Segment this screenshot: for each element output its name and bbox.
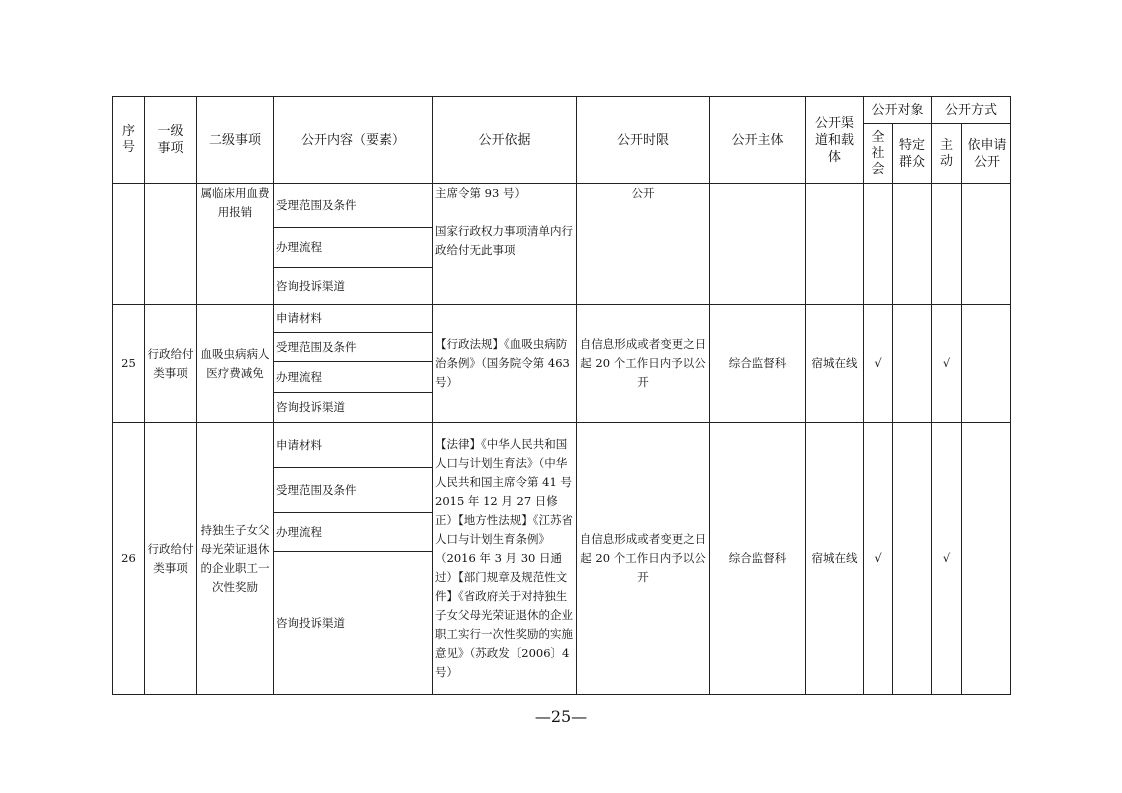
header-method-active: 主动 <box>932 124 962 184</box>
header-target: 公开对象 <box>864 97 932 124</box>
prev-all <box>864 184 893 305</box>
header-channel: 公开渠道和载体 <box>806 97 864 184</box>
prev-item: 受理范围及条件 <box>274 184 433 228</box>
prev-seq <box>113 184 145 305</box>
row26-item: 受理范围及条件 <box>274 468 433 513</box>
prev-level1 <box>145 184 197 305</box>
header-target-specific: 特定群众 <box>893 124 932 184</box>
prev-row <box>113 184 1011 228</box>
header-method: 公开方式 <box>932 97 1011 124</box>
row26-item: 申请材料 <box>274 423 433 468</box>
row25-channel: 宿城在线 <box>806 305 864 423</box>
row25-seq: 25 <box>113 305 145 423</box>
row25-basis: 【行政法规】《血吸虫病防治条例》（国务院令第 463 号） <box>433 305 577 423</box>
row26-channel: 宿城在线 <box>806 423 864 695</box>
prev-subject <box>710 184 806 305</box>
row25-item: 申请材料 <box>274 305 433 333</box>
header-target-all: 全社会 <box>864 124 893 184</box>
prev-active <box>932 184 962 305</box>
row25-level2: 血吸虫病病人医疗费减免 <box>197 305 274 423</box>
header-time-limit: 公开时限 <box>577 97 710 184</box>
disclosure-table <box>112 96 1011 695</box>
row26-request <box>962 423 1011 695</box>
page-number: —25— <box>534 707 588 726</box>
header-level2: 二级事项 <box>197 97 274 184</box>
row25-item: 办理流程 <box>274 362 433 393</box>
row25-request <box>962 305 1011 423</box>
prev-item: 办理流程 <box>274 228 433 268</box>
prev-request <box>962 184 1011 305</box>
row26-item: 咨询投诉渠道 <box>274 552 433 695</box>
row26-item: 办理流程 <box>274 513 433 552</box>
header-basis: 公开依据 <box>433 97 577 184</box>
header-level1: 一级事项 <box>145 97 197 184</box>
header-seq: 序号 <box>113 97 145 184</box>
row-25 <box>113 305 1011 333</box>
row25-specific <box>893 305 932 423</box>
row26-basis: 【法律】《中华人民共和国人口与计划生育法》（中华人民共和国主席令第 41 号 2015 年 12 月 27 日修正）【地方性法规】《江苏省人口与计划生育条例》（2016 年 3 月 30 日通过）【部门规章及规范性文件】《省政府关于对持独生子女父母光荣证退休的企业职工实行一次性奖励的实施意见》（苏政发〔2006〕4 号） <box>433 423 577 695</box>
row25-item: 咨询投诉渠道 <box>274 393 433 423</box>
row26-seq: 26 <box>113 423 145 695</box>
prev-basis: 主席令第 93 号） 国家行政权力事项清单内行政给付无此事项 <box>433 184 577 305</box>
row26-all: √ <box>864 423 893 695</box>
row25-subject: 综合监督科 <box>710 305 806 423</box>
row25-time-limit: 自信息形成或者变更之日起 20 个工作日内予以公开 <box>577 305 710 423</box>
prev-time-limit: 公开 <box>577 184 710 305</box>
header-method-request: 依申请公开 <box>962 124 1011 184</box>
row26-active: √ <box>932 423 962 695</box>
row26-level1: 行政给付类事项 <box>145 423 197 695</box>
row26-subject: 综合监督科 <box>710 423 806 695</box>
row-26 <box>113 423 1011 468</box>
row26-specific <box>893 423 932 695</box>
prev-specific <box>893 184 932 305</box>
row26-level2: 持独生子女父母光荣证退休的企业职工一次性奖励 <box>197 423 274 695</box>
prev-item: 咨询投诉渠道 <box>274 268 433 305</box>
prev-level2: 属临床用血费用报销 <box>197 184 274 305</box>
row25-level1: 行政给付类事项 <box>145 305 197 423</box>
header-row-1 <box>113 97 1011 124</box>
row25-all: √ <box>864 305 893 423</box>
header-subject: 公开主体 <box>710 97 806 184</box>
row25-active: √ <box>932 305 962 423</box>
row26-time-limit: 自信息形成或者变更之日起 20 个工作日内予以公开 <box>577 423 710 695</box>
header-content: 公开内容（要素） <box>274 97 433 184</box>
row25-item: 受理范围及条件 <box>274 333 433 362</box>
prev-channel <box>806 184 864 305</box>
